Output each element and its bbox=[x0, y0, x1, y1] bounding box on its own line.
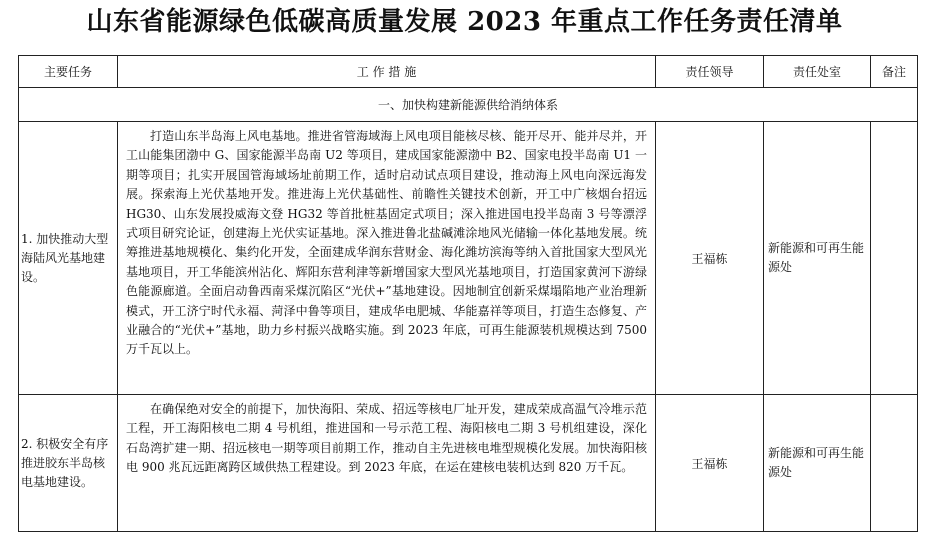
header-leader: 责任领导 bbox=[656, 56, 764, 88]
table-header-row bbox=[19, 56, 918, 88]
header-main-task: 主要任务 bbox=[19, 56, 118, 88]
leader-cell: 王福栋 bbox=[656, 395, 764, 532]
department-cell: 新能源和可再生能源处 bbox=[764, 122, 871, 395]
department-cell: 新能源和可再生能源处 bbox=[764, 395, 871, 532]
measure-cell: 打造山东半岛海上风电基地。推进省管海域海上风电项目能核尽核、能开尽开、能并尽并，开工山能集团渤中 G、国家能源半岛南 U2 等项目，建成国家能源渤中 B2、国家电投半岛南 U1 一期等项目；扎实开展国管海域场址前期工作，适时启动试点项目建设，推动海上风电向深远海发展。探索海上光伏基地开发。推进海上光伏基础性、前瞻性关键技术创新，开工中广核烟台招远 HG30、山东发展投威海文登 HG32 等首批桩基固定式项目；深入推进国电投半岛南 3 号等漂浮式项目研究论证，创建海上光伏实证基地。深入推进鲁北盐碱滩涂地风光储输一体化基地发展。统筹推进基地规模化、集约化开发，全面建成华润东营财金、海化潍坊滨海等纳入首批国家大型风光基地项目，开工华能滨州沾化、辉阳东营利津等新增国家大型风光基地项目，打造国家黄河下游绿色能源廊道。全面启动鲁西南采煤沉陷区“光伏+”基地建设。因地制宜创新采煤塌陷地产业治理新模式，开工济宁时代永福、菏泽中鲁等项目，建成华电肥城、华能嘉祥等项目，打造生态修复、产业融合的“光伏+”基地，助力乡村振兴战略实施。到 2023 年底，可再生能源装机规模达到 7500 万千瓦以上。 bbox=[118, 122, 656, 395]
note-cell bbox=[871, 395, 918, 532]
task-cell: 1. 加快推动大型海陆风光基地建设。 bbox=[19, 122, 118, 395]
leader-cell: 王福栋 bbox=[656, 122, 764, 395]
header-department: 责任处室 bbox=[764, 56, 871, 88]
measure-cell: 在确保绝对安全的前提下，加快海阳、荣成、招远等核电厂址开发，建成荣成高温气冷堆示范工程，开工海阳核电二期 4 号机组，推进国和一号示范工程、海阳核电二期 3 号机组建设，深化石岛湾扩建一期、招远核电一期等项目前期工作，推动自主先进核电堆型规模化发展。加快海阳核电 900 兆瓦远距离跨区域供热工程建设。到 2023 年底，在运在建核电装机达到 820 万千瓦。 bbox=[118, 395, 656, 532]
responsibility-table bbox=[18, 55, 918, 532]
page-title: 山东省能源绿色低碳高质量发展 2023 年重点工作任务责任清单 bbox=[86, 7, 843, 37]
header-measures: 工 作 措 施 bbox=[118, 56, 656, 88]
note-cell bbox=[871, 122, 918, 395]
section-row bbox=[19, 88, 918, 122]
section-heading: 一、加快构建新能源供给消纳体系 bbox=[19, 88, 918, 122]
header-notes: 备注 bbox=[871, 56, 918, 88]
table-row bbox=[19, 122, 918, 395]
task-cell: 2. 积极安全有序推进胶东半岛核电基地建设。 bbox=[19, 395, 118, 532]
table-row bbox=[19, 395, 918, 532]
